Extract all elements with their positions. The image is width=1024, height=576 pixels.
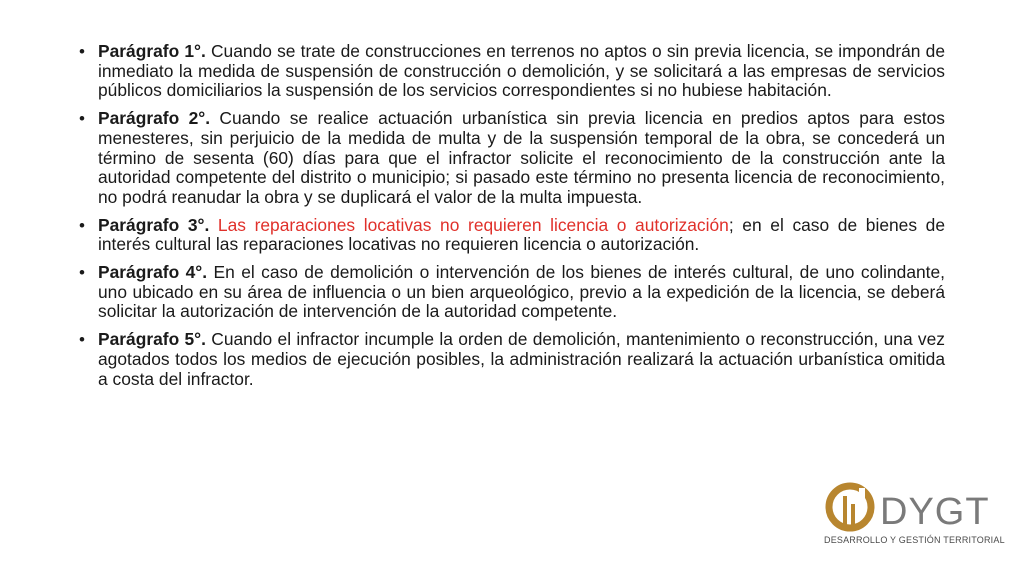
logo-emblem-icon (829, 486, 871, 528)
paragraph-text: Cuando el infractor incumple la orden de demolición, mantenimiento o reconstrucción, una vez agotados todos los medios de ejecución posibles, la administración realizará la actuación urbanística omitida a costa del infractor. (98, 329, 945, 389)
paragraph-item-5 (77, 330, 945, 389)
highlighted-text: Las reparaciones locativas no requieren licencia o autorización (217, 214, 729, 235)
paragraph-text: Cuando se realice actuación urbanística sin previa licencia en predios aptos para estos menesteres, sin perjuicio de la medida de multa y de la suspensión temporal de la obra, se concederá un término de sesenta (60) días para que el infractor solicite el reconocimiento de la construcción ante la autoridad competente del distrito o municipio; si pasado este término no presenta licencia de reconocimiento, no podrá reanudar la obra y se duplicará el valor de la multa impuesta. (98, 108, 946, 207)
paragraph-text-continued: ; en el caso de bienes de interés cultural las reparaciones locativas no requieren licencia o autorización. (98, 214, 946, 255)
paragraph-label: Parágrafo 4°. (98, 262, 208, 283)
bullet-icon: • (79, 263, 85, 283)
bullet-icon: • (79, 330, 85, 350)
bullet-icon: • (79, 109, 85, 129)
paragraph-item-1 (77, 42, 945, 101)
paragraph-item-3 (77, 216, 945, 255)
paragraph-text: En el caso de demolición o intervención de los bienes de interés cultural, de uno colindante, uno ubicado en su área de influencia o un bien arqueológico, previo a la expedición de la licencia, se deberá solicitar la autorización de intervención de la autoridad competente. (98, 262, 946, 322)
bullet-icon: • (79, 42, 85, 61)
paragraph-item-2 (77, 109, 945, 208)
paragraph-label: Parágrafo 1°. (98, 41, 206, 61)
bullet-icon: • (79, 215, 85, 235)
paragraph-label: Parágrafo 2°. (98, 108, 211, 129)
paragraph-text: Cuando se trate de construcciones en terrenos no aptos o sin previa licencia, se impondrán de inmediato la medida de suspensión de construcción o demolición, y se solicitará a las empresas de servicios públicos domiciliarios la suspensión de los servicios correspondientes si no hubiese habitación. (98, 41, 945, 101)
paragraph-label: Parágrafo 5°. (98, 329, 206, 350)
paragraph-text (209, 215, 218, 235)
logo-tagline: DESARROLLO Y GESTIÓN TERRITORIAL (824, 535, 1005, 545)
slide-content (77, 42, 945, 397)
paragraph-list (77, 42, 945, 389)
paragraph-item-4 (77, 263, 945, 322)
logo-wordmark: DYGT (880, 491, 990, 533)
paragraph-label: Parágrafo 3°. (98, 214, 210, 235)
